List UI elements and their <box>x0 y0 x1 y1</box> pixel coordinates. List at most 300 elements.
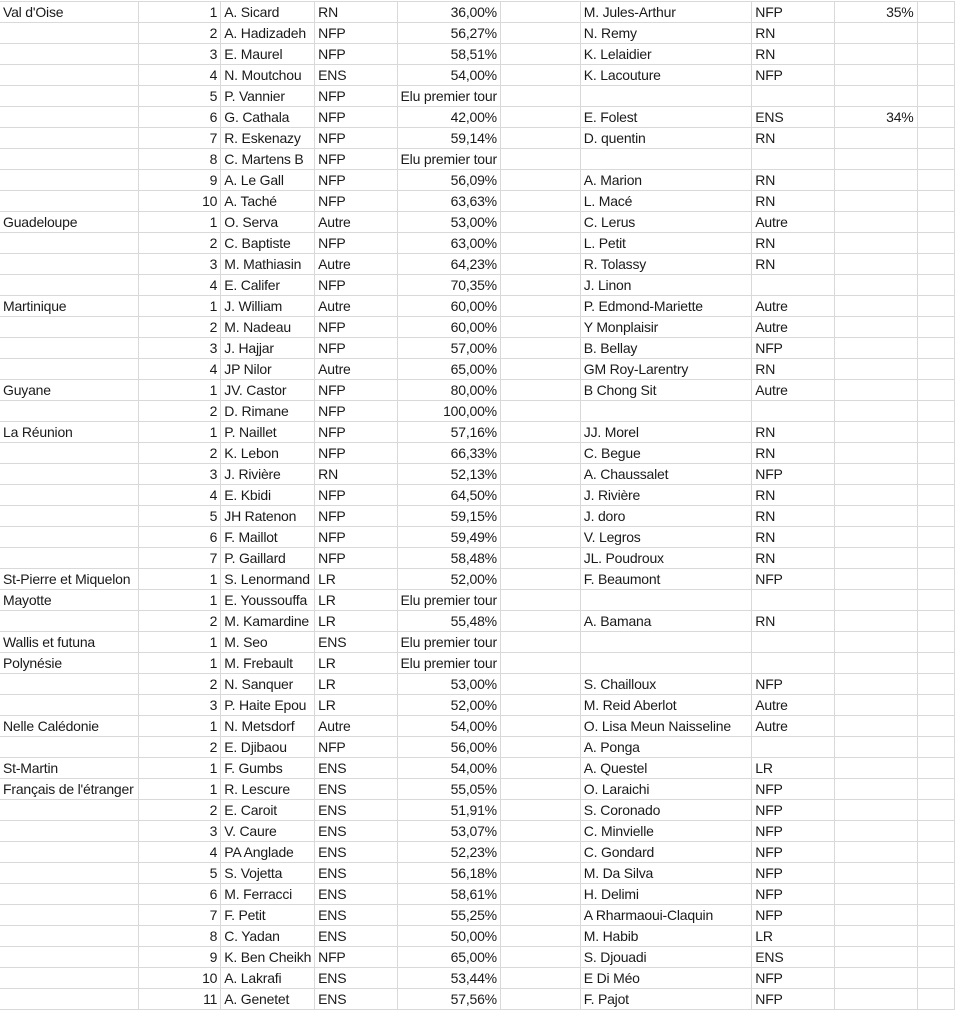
cell-elected-party[interactable]: Autre <box>315 212 397 233</box>
cell-empty[interactable] <box>500 800 580 821</box>
cell-empty[interactable] <box>917 989 954 1010</box>
cell-circonscription-number[interactable]: 2 <box>139 23 221 44</box>
cell-opponent-party[interactable]: Autre <box>752 296 834 317</box>
cell-elected-party[interactable]: Autre <box>315 716 397 737</box>
cell-empty[interactable] <box>500 107 580 128</box>
cell-opponent-score[interactable] <box>834 800 917 821</box>
cell-elected-candidate[interactable]: M. Kamardine <box>221 611 315 632</box>
cell-elected-score[interactable]: 58,51% <box>397 44 500 65</box>
cell-opponent-party[interactable] <box>752 653 834 674</box>
cell-empty[interactable] <box>500 569 580 590</box>
cell-opponent-candidate[interactable] <box>580 401 752 422</box>
cell-elected-candidate[interactable]: A. Lakrafi <box>221 968 315 989</box>
cell-elected-score[interactable]: 100,00% <box>397 401 500 422</box>
cell-opponent-party[interactable]: RN <box>752 359 834 380</box>
cell-elected-score[interactable]: Elu premier tour <box>397 632 500 653</box>
cell-empty[interactable] <box>500 23 580 44</box>
cell-opponent-party[interactable] <box>752 590 834 611</box>
cell-elected-candidate[interactable]: A. Hadizadeh <box>221 23 315 44</box>
cell-opponent-party[interactable]: NFP <box>752 842 834 863</box>
cell-elected-candidate[interactable]: C. Yadan <box>221 926 315 947</box>
cell-opponent-score[interactable] <box>834 233 917 254</box>
cell-circonscription-number[interactable]: 1 <box>139 422 221 443</box>
cell-elected-score[interactable]: 80,00% <box>397 380 500 401</box>
cell-opponent-candidate[interactable]: JJ. Morel <box>580 422 752 443</box>
cell-opponent-score[interactable] <box>834 926 917 947</box>
cell-elected-party[interactable]: NFP <box>315 548 397 569</box>
cell-opponent-candidate[interactable]: H. Delimi <box>580 884 752 905</box>
cell-empty[interactable] <box>500 548 580 569</box>
cell-opponent-candidate[interactable]: A. Bamana <box>580 611 752 632</box>
cell-opponent-candidate[interactable] <box>580 149 752 170</box>
cell-elected-candidate[interactable]: S. Vojetta <box>221 863 315 884</box>
cell-elected-score[interactable]: 64,23% <box>397 254 500 275</box>
cell-elected-party[interactable]: NFP <box>315 422 397 443</box>
cell-elected-score[interactable]: 56,27% <box>397 23 500 44</box>
cell-opponent-score[interactable] <box>834 821 917 842</box>
cell-circonscription-number[interactable]: 4 <box>139 65 221 86</box>
cell-circonscription-number[interactable]: 2 <box>139 800 221 821</box>
cell-opponent-party[interactable]: NFP <box>752 863 834 884</box>
cell-elected-party[interactable]: ENS <box>315 842 397 863</box>
cell-empty[interactable] <box>917 716 954 737</box>
cell-opponent-candidate[interactable]: S. Djouadi <box>580 947 752 968</box>
cell-territory[interactable] <box>0 107 139 128</box>
cell-elected-score[interactable]: 52,00% <box>397 695 500 716</box>
cell-elected-candidate[interactable]: M. Ferracci <box>221 884 315 905</box>
cell-territory[interactable]: Mayotte <box>0 590 139 611</box>
cell-elected-score[interactable]: 70,35% <box>397 275 500 296</box>
cell-territory[interactable] <box>0 821 139 842</box>
cell-empty[interactable] <box>500 485 580 506</box>
cell-elected-score[interactable]: 65,00% <box>397 947 500 968</box>
cell-elected-party[interactable]: LR <box>315 653 397 674</box>
cell-opponent-score[interactable] <box>834 170 917 191</box>
cell-empty[interactable] <box>500 443 580 464</box>
cell-empty[interactable] <box>917 485 954 506</box>
cell-empty[interactable] <box>917 65 954 86</box>
cell-opponent-candidate[interactable]: F. Beaumont <box>580 569 752 590</box>
cell-opponent-party[interactable]: RN <box>752 443 834 464</box>
cell-empty[interactable] <box>917 737 954 758</box>
cell-opponent-score[interactable] <box>834 590 917 611</box>
cell-territory[interactable] <box>0 44 139 65</box>
cell-circonscription-number[interactable]: 11 <box>139 989 221 1010</box>
cell-circonscription-number[interactable]: 1 <box>139 380 221 401</box>
cell-territory[interactable] <box>0 23 139 44</box>
cell-elected-score[interactable]: 57,56% <box>397 989 500 1010</box>
cell-opponent-score[interactable] <box>834 191 917 212</box>
cell-territory[interactable]: Val d'Oise <box>0 2 139 23</box>
cell-opponent-score[interactable] <box>834 653 917 674</box>
cell-empty[interactable] <box>917 800 954 821</box>
cell-empty[interactable] <box>500 716 580 737</box>
cell-empty[interactable] <box>500 296 580 317</box>
cell-territory[interactable] <box>0 674 139 695</box>
cell-elected-score[interactable]: 59,49% <box>397 527 500 548</box>
cell-elected-score[interactable]: 36,00% <box>397 2 500 23</box>
cell-opponent-score[interactable] <box>834 611 917 632</box>
cell-opponent-party[interactable]: RN <box>752 611 834 632</box>
cell-elected-candidate[interactable]: P. Haite Epou <box>221 695 315 716</box>
cell-opponent-party[interactable]: NFP <box>752 464 834 485</box>
cell-territory[interactable] <box>0 485 139 506</box>
cell-circonscription-number[interactable]: 1 <box>139 296 221 317</box>
cell-elected-party[interactable]: ENS <box>315 884 397 905</box>
cell-empty[interactable] <box>917 212 954 233</box>
cell-circonscription-number[interactable]: 1 <box>139 212 221 233</box>
cell-opponent-score[interactable] <box>834 905 917 926</box>
cell-elected-party[interactable]: NFP <box>315 380 397 401</box>
cell-opponent-score[interactable] <box>834 569 917 590</box>
cell-opponent-candidate[interactable]: F. Pajot <box>580 989 752 1010</box>
cell-opponent-candidate[interactable]: GM Roy-Larentry <box>580 359 752 380</box>
cell-opponent-score[interactable] <box>834 506 917 527</box>
cell-empty[interactable] <box>500 926 580 947</box>
cell-opponent-party[interactable]: ENS <box>752 107 834 128</box>
cell-territory[interactable]: Martinique <box>0 296 139 317</box>
cell-empty[interactable] <box>917 44 954 65</box>
cell-empty[interactable] <box>500 65 580 86</box>
cell-empty[interactable] <box>917 653 954 674</box>
cell-opponent-score[interactable] <box>834 632 917 653</box>
cell-opponent-party[interactable]: NFP <box>752 674 834 695</box>
cell-opponent-party[interactable] <box>752 275 834 296</box>
cell-opponent-candidate[interactable]: P. Edmond-Mariette <box>580 296 752 317</box>
cell-opponent-party[interactable]: NFP <box>752 569 834 590</box>
cell-elected-party[interactable]: NFP <box>315 191 397 212</box>
cell-opponent-party[interactable]: ENS <box>752 947 834 968</box>
cell-elected-party[interactable]: ENS <box>315 926 397 947</box>
cell-opponent-party[interactable]: NFP <box>752 338 834 359</box>
cell-opponent-candidate[interactable] <box>580 86 752 107</box>
cell-opponent-candidate[interactable]: J. Linon <box>580 275 752 296</box>
cell-circonscription-number[interactable]: 9 <box>139 947 221 968</box>
cell-empty[interactable] <box>500 758 580 779</box>
cell-elected-score[interactable]: 57,00% <box>397 338 500 359</box>
cell-elected-score[interactable]: Elu premier tour <box>397 653 500 674</box>
cell-opponent-candidate[interactable] <box>580 590 752 611</box>
cell-territory[interactable] <box>0 65 139 86</box>
cell-elected-candidate[interactable]: D. Rimane <box>221 401 315 422</box>
cell-elected-score[interactable]: 51,91% <box>397 800 500 821</box>
cell-opponent-candidate[interactable]: E Di Méo <box>580 968 752 989</box>
cell-elected-candidate[interactable]: S. Lenormand <box>221 569 315 590</box>
cell-elected-score[interactable]: 52,23% <box>397 842 500 863</box>
cell-opponent-score[interactable] <box>834 884 917 905</box>
cell-opponent-candidate[interactable]: R. Tolassy <box>580 254 752 275</box>
cell-empty[interactable] <box>917 611 954 632</box>
cell-empty[interactable] <box>500 254 580 275</box>
cell-elected-candidate[interactable]: J. William <box>221 296 315 317</box>
cell-opponent-candidate[interactable]: A. Chaussalet <box>580 464 752 485</box>
cell-elected-score[interactable]: 54,00% <box>397 716 500 737</box>
cell-elected-score[interactable]: 50,00% <box>397 926 500 947</box>
cell-empty[interactable] <box>917 695 954 716</box>
cell-territory[interactable] <box>0 128 139 149</box>
cell-elected-candidate[interactable]: E. Caroit <box>221 800 315 821</box>
cell-opponent-score[interactable] <box>834 296 917 317</box>
cell-empty[interactable] <box>500 401 580 422</box>
cell-opponent-candidate[interactable]: M. Jules-Arthur <box>580 2 752 23</box>
cell-empty[interactable] <box>500 170 580 191</box>
cell-empty[interactable] <box>500 128 580 149</box>
cell-empty[interactable] <box>917 590 954 611</box>
cell-empty[interactable] <box>500 275 580 296</box>
cell-territory[interactable] <box>0 863 139 884</box>
cell-opponent-party[interactable] <box>752 632 834 653</box>
cell-opponent-score[interactable] <box>834 338 917 359</box>
cell-opponent-score[interactable] <box>834 65 917 86</box>
cell-territory[interactable]: Polynésie <box>0 653 139 674</box>
cell-empty[interactable] <box>917 548 954 569</box>
cell-empty[interactable] <box>500 191 580 212</box>
cell-elected-party[interactable]: RN <box>315 464 397 485</box>
cell-opponent-score[interactable] <box>834 779 917 800</box>
cell-empty[interactable] <box>917 758 954 779</box>
cell-opponent-party[interactable]: RN <box>752 527 834 548</box>
cell-empty[interactable] <box>500 233 580 254</box>
cell-empty[interactable] <box>917 380 954 401</box>
cell-territory[interactable]: Guyane <box>0 380 139 401</box>
cell-elected-party[interactable]: NFP <box>315 338 397 359</box>
cell-empty[interactable] <box>500 779 580 800</box>
cell-elected-candidate[interactable]: A. Genetet <box>221 989 315 1010</box>
cell-circonscription-number[interactable]: 8 <box>139 926 221 947</box>
cell-circonscription-number[interactable]: 3 <box>139 464 221 485</box>
cell-elected-party[interactable]: LR <box>315 569 397 590</box>
cell-territory[interactable] <box>0 737 139 758</box>
cell-circonscription-number[interactable]: 4 <box>139 275 221 296</box>
cell-opponent-score[interactable] <box>834 128 917 149</box>
cell-opponent-party[interactable]: NFP <box>752 800 834 821</box>
cell-territory[interactable] <box>0 170 139 191</box>
cell-empty[interactable] <box>917 569 954 590</box>
cell-empty[interactable] <box>917 2 954 23</box>
cell-elected-party[interactable]: Autre <box>315 254 397 275</box>
cell-circonscription-number[interactable]: 3 <box>139 44 221 65</box>
cell-opponent-candidate[interactable]: J. doro <box>580 506 752 527</box>
cell-territory[interactable] <box>0 695 139 716</box>
cell-elected-candidate[interactable]: J. Hajjar <box>221 338 315 359</box>
cell-empty[interactable] <box>917 23 954 44</box>
cell-territory[interactable] <box>0 317 139 338</box>
cell-opponent-candidate[interactable]: D. quentin <box>580 128 752 149</box>
cell-opponent-party[interactable]: Autre <box>752 317 834 338</box>
cell-elected-score[interactable]: 57,16% <box>397 422 500 443</box>
cell-elected-candidate[interactable]: N. Metsdorf <box>221 716 315 737</box>
cell-opponent-score[interactable]: 35% <box>834 2 917 23</box>
cell-circonscription-number[interactable]: 2 <box>139 674 221 695</box>
cell-elected-candidate[interactable]: E. Djibaou <box>221 737 315 758</box>
cell-elected-score[interactable]: 58,61% <box>397 884 500 905</box>
cell-opponent-candidate[interactable]: O. Lisa Meun Naisseline <box>580 716 752 737</box>
cell-elected-score[interactable]: 54,00% <box>397 758 500 779</box>
cell-empty[interactable] <box>917 506 954 527</box>
cell-elected-score[interactable]: 53,00% <box>397 674 500 695</box>
cell-opponent-candidate[interactable] <box>580 653 752 674</box>
cell-opponent-party[interactable]: RN <box>752 254 834 275</box>
cell-elected-candidate[interactable]: P. Gaillard <box>221 548 315 569</box>
cell-opponent-party[interactable]: Autre <box>752 716 834 737</box>
cell-empty[interactable] <box>917 842 954 863</box>
cell-circonscription-number[interactable]: 2 <box>139 233 221 254</box>
cell-elected-party[interactable]: NFP <box>315 506 397 527</box>
cell-elected-party[interactable]: ENS <box>315 863 397 884</box>
cell-opponent-party[interactable]: NFP <box>752 779 834 800</box>
cell-empty[interactable] <box>500 86 580 107</box>
cell-circonscription-number[interactable]: 9 <box>139 170 221 191</box>
cell-territory[interactable] <box>0 926 139 947</box>
cell-opponent-candidate[interactable]: A. Marion <box>580 170 752 191</box>
cell-territory[interactable] <box>0 989 139 1010</box>
cell-empty[interactable] <box>917 863 954 884</box>
cell-elected-candidate[interactable]: K. Lebon <box>221 443 315 464</box>
cell-opponent-score[interactable] <box>834 968 917 989</box>
cell-circonscription-number[interactable]: 1 <box>139 590 221 611</box>
cell-empty[interactable] <box>500 149 580 170</box>
cell-opponent-candidate[interactable]: Y Monplaisir <box>580 317 752 338</box>
cell-empty[interactable] <box>500 653 580 674</box>
cell-elected-candidate[interactable]: R. Lescure <box>221 779 315 800</box>
cell-empty[interactable] <box>500 422 580 443</box>
cell-circonscription-number[interactable]: 7 <box>139 548 221 569</box>
cell-elected-candidate[interactable]: C. Baptiste <box>221 233 315 254</box>
cell-elected-score[interactable]: Elu premier tour <box>397 149 500 170</box>
cell-opponent-candidate[interactable]: JL. Poudroux <box>580 548 752 569</box>
cell-opponent-score[interactable] <box>834 674 917 695</box>
cell-empty[interactable] <box>500 674 580 695</box>
cell-circonscription-number[interactable]: 4 <box>139 485 221 506</box>
cell-opponent-candidate[interactable]: K. Lelaidier <box>580 44 752 65</box>
cell-opponent-score[interactable] <box>834 443 917 464</box>
cell-elected-candidate[interactable]: JH Ratenon <box>221 506 315 527</box>
cell-empty[interactable] <box>500 359 580 380</box>
cell-elected-candidate[interactable]: PA Anglade <box>221 842 315 863</box>
cell-opponent-party[interactable]: RN <box>752 23 834 44</box>
cell-opponent-score[interactable] <box>834 989 917 1010</box>
cell-empty[interactable] <box>917 821 954 842</box>
cell-elected-party[interactable]: NFP <box>315 527 397 548</box>
cell-circonscription-number[interactable]: 3 <box>139 695 221 716</box>
cell-elected-candidate[interactable]: JP Nilor <box>221 359 315 380</box>
cell-elected-candidate[interactable]: P. Naillet <box>221 422 315 443</box>
cell-elected-score[interactable]: 58,48% <box>397 548 500 569</box>
cell-circonscription-number[interactable]: 7 <box>139 905 221 926</box>
cell-elected-party[interactable]: LR <box>315 611 397 632</box>
cell-territory[interactable] <box>0 359 139 380</box>
cell-elected-party[interactable]: RN <box>315 2 397 23</box>
cell-empty[interactable] <box>917 947 954 968</box>
cell-opponent-score[interactable] <box>834 947 917 968</box>
cell-empty[interactable] <box>500 380 580 401</box>
cell-territory[interactable] <box>0 968 139 989</box>
cell-elected-score[interactable]: 59,14% <box>397 128 500 149</box>
cell-opponent-score[interactable] <box>834 422 917 443</box>
cell-opponent-party[interactable]: RN <box>752 506 834 527</box>
cell-elected-score[interactable]: 53,07% <box>397 821 500 842</box>
cell-opponent-party[interactable]: NFP <box>752 821 834 842</box>
cell-empty[interactable] <box>917 779 954 800</box>
cell-elected-candidate[interactable]: R. Eskenazy <box>221 128 315 149</box>
cell-opponent-candidate[interactable]: N. Remy <box>580 23 752 44</box>
cell-opponent-party[interactable]: RN <box>752 485 834 506</box>
cell-elected-candidate[interactable]: E. Maurel <box>221 44 315 65</box>
cell-elected-score[interactable]: 56,00% <box>397 737 500 758</box>
cell-circonscription-number[interactable]: 1 <box>139 716 221 737</box>
cell-opponent-candidate[interactable]: S. Chailloux <box>580 674 752 695</box>
cell-elected-score[interactable]: 65,00% <box>397 359 500 380</box>
cell-elected-score[interactable]: 53,44% <box>397 968 500 989</box>
cell-elected-candidate[interactable]: M. Frebault <box>221 653 315 674</box>
cell-elected-score[interactable]: 52,13% <box>397 464 500 485</box>
cell-empty[interactable] <box>500 695 580 716</box>
cell-opponent-party[interactable]: RN <box>752 44 834 65</box>
cell-opponent-candidate[interactable]: C. Minvielle <box>580 821 752 842</box>
cell-opponent-score[interactable] <box>834 401 917 422</box>
cell-territory[interactable]: Wallis et futuna <box>0 632 139 653</box>
cell-empty[interactable] <box>917 674 954 695</box>
cell-empty[interactable] <box>500 947 580 968</box>
cell-elected-party[interactable]: ENS <box>315 968 397 989</box>
cell-elected-candidate[interactable]: V. Caure <box>221 821 315 842</box>
cell-elected-candidate[interactable]: F. Maillot <box>221 527 315 548</box>
cell-empty[interactable] <box>500 44 580 65</box>
cell-opponent-party[interactable]: NFP <box>752 884 834 905</box>
cell-opponent-candidate[interactable]: M. Habib <box>580 926 752 947</box>
cell-empty[interactable] <box>917 86 954 107</box>
cell-elected-candidate[interactable]: F. Petit <box>221 905 315 926</box>
cell-elected-candidate[interactable]: J. Rivière <box>221 464 315 485</box>
cell-empty[interactable] <box>917 359 954 380</box>
cell-circonscription-number[interactable]: 7 <box>139 128 221 149</box>
cell-circonscription-number[interactable]: 3 <box>139 254 221 275</box>
cell-empty[interactable] <box>500 632 580 653</box>
cell-opponent-score[interactable] <box>834 359 917 380</box>
cell-elected-candidate[interactable]: G. Cathala <box>221 107 315 128</box>
cell-circonscription-number[interactable]: 10 <box>139 968 221 989</box>
cell-elected-candidate[interactable]: E. Youssouffa <box>221 590 315 611</box>
cell-territory[interactable]: St-Martin <box>0 758 139 779</box>
cell-opponent-score[interactable] <box>834 716 917 737</box>
cell-elected-party[interactable]: NFP <box>315 233 397 254</box>
cell-elected-score[interactable]: 60,00% <box>397 296 500 317</box>
cell-circonscription-number[interactable]: 5 <box>139 86 221 107</box>
cell-circonscription-number[interactable]: 6 <box>139 884 221 905</box>
cell-elected-score[interactable]: Elu premier tour <box>397 86 500 107</box>
cell-elected-party[interactable]: ENS <box>315 779 397 800</box>
cell-empty[interactable] <box>917 401 954 422</box>
cell-elected-candidate[interactable]: N. Sanquer <box>221 674 315 695</box>
cell-empty[interactable] <box>917 128 954 149</box>
cell-circonscription-number[interactable]: 1 <box>139 779 221 800</box>
cell-opponent-candidate[interactable]: L. Macé <box>580 191 752 212</box>
cell-opponent-party[interactable]: NFP <box>752 968 834 989</box>
cell-opponent-party[interactable]: NFP <box>752 2 834 23</box>
cell-elected-candidate[interactable]: K. Ben Cheikh <box>221 947 315 968</box>
cell-empty[interactable] <box>500 590 580 611</box>
cell-territory[interactable]: La Réunion <box>0 422 139 443</box>
cell-opponent-party[interactable]: RN <box>752 233 834 254</box>
cell-circonscription-number[interactable]: 1 <box>139 653 221 674</box>
cell-opponent-party[interactable] <box>752 401 834 422</box>
cell-empty[interactable] <box>917 170 954 191</box>
cell-empty[interactable] <box>917 926 954 947</box>
cell-opponent-candidate[interactable]: L. Petit <box>580 233 752 254</box>
cell-elected-party[interactable]: NFP <box>315 149 397 170</box>
cell-territory[interactable] <box>0 947 139 968</box>
cell-empty[interactable] <box>500 842 580 863</box>
